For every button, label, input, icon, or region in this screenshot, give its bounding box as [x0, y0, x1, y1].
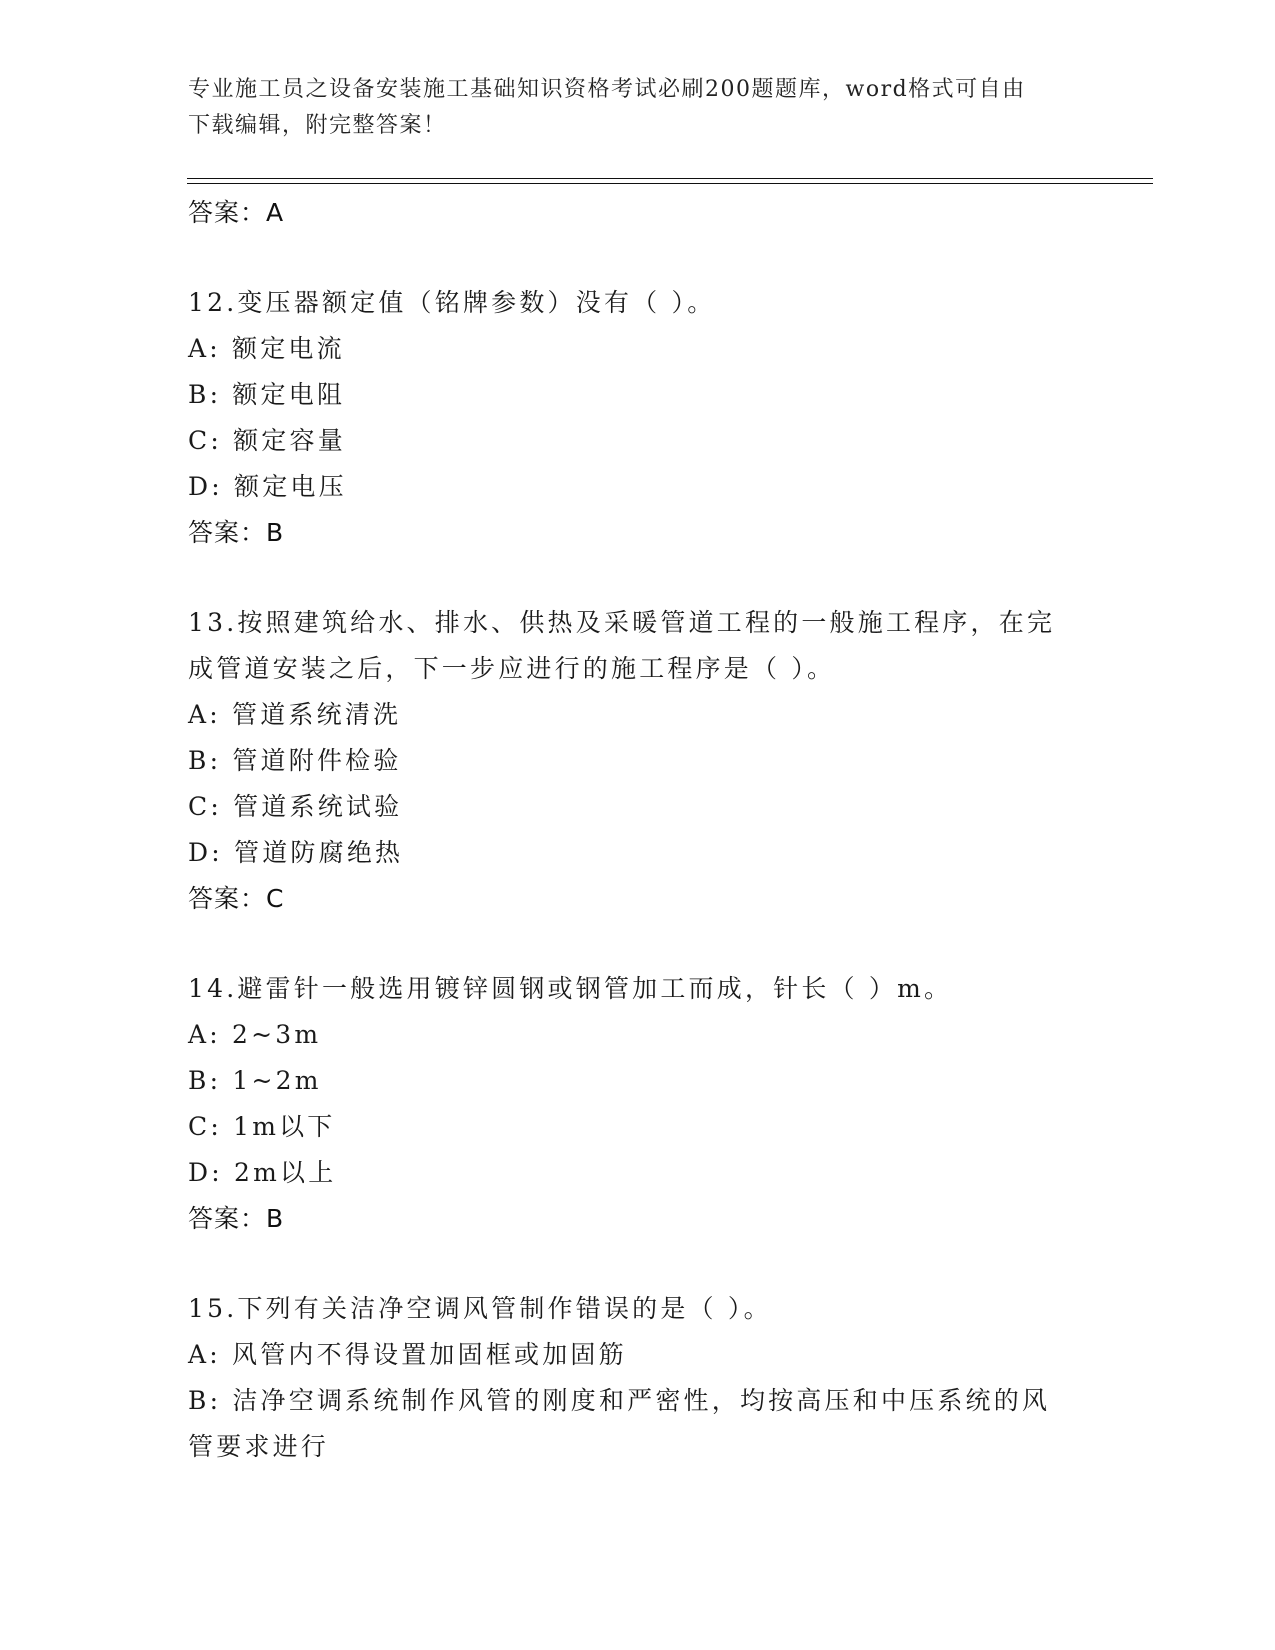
document-header	[188, 72, 1068, 144]
question-13	[188, 600, 1088, 922]
option-a: A: 额定电流	[188, 334, 345, 363]
question-answer: 答案：C	[188, 884, 285, 913]
option-d: D: 额定电压	[188, 472, 347, 501]
question-stem-line-2: 成管道安装之后，下一步应进行的施工程序是（ ）。	[188, 654, 836, 683]
option-b: B: 额定电阻	[188, 380, 346, 409]
question-14	[188, 966, 1088, 1242]
option-c: C: 管道系统试验	[188, 792, 403, 821]
header-line-2: 下载编辑，附完整答案！	[188, 113, 447, 138]
question-answer: 答案：B	[188, 1204, 285, 1233]
option-c: C: 额定容量	[188, 426, 346, 455]
option-b-continued: 管要求进行	[188, 1432, 330, 1461]
question-stem: 15.下列有关洁净空调风管制作错误的是（ ）。	[188, 1294, 772, 1323]
question-stem: 12.变压器额定值（铭牌参数）没有（ ）。	[188, 288, 716, 317]
question-12	[188, 280, 1088, 556]
previous-answer: 答案：A	[188, 198, 285, 227]
option-a: A: 风管内不得设置加固框或加固筋	[188, 1340, 627, 1369]
question-content	[188, 190, 1088, 1470]
option-d: D: 管道防腐绝热	[188, 838, 404, 867]
header-rule-top	[187, 178, 1153, 179]
question-stem-line-1: 13.按照建筑给水、排水、供热及采暖管道工程的一般施工程序，在完	[188, 608, 1056, 637]
option-a: A: 管道系统清洗	[188, 700, 402, 729]
option-b: B: 管道附件检验	[188, 746, 402, 775]
option-b: B: 洁净空调系统制作风管的刚度和严密性，均按高压和中压系统的风	[188, 1386, 1051, 1415]
question-stem: 14.避雷针一般选用镀锌圆钢或钢管加工而成，针长（ ）m。	[188, 974, 953, 1003]
option-c: C: 1m以下	[188, 1112, 336, 1141]
option-d: D: 2m以上	[188, 1158, 337, 1187]
header-line-1: 专业施工员之设备安装施工基础知识资格考试必刷200题题库，word格式可自由	[188, 77, 1026, 102]
header-rule-bottom	[187, 183, 1153, 184]
question-15	[188, 1286, 1088, 1470]
option-a: A: 2~3m	[188, 1020, 322, 1049]
question-answer: 答案：B	[188, 518, 285, 547]
option-b: B: 1~2m	[188, 1066, 322, 1095]
